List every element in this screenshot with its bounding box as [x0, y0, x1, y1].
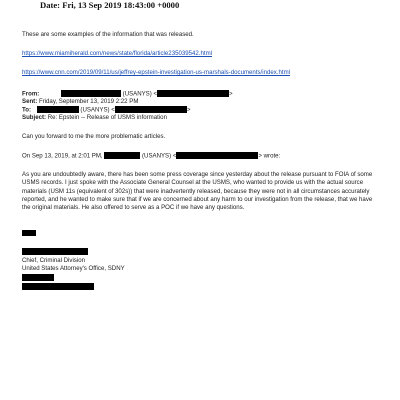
quote-intro-a: On Sep 13, 2019, at 2:01 PM,: [22, 152, 105, 160]
redaction-sig-name: [22, 248, 88, 255]
to-end: >: [186, 106, 191, 114]
redaction-sig-phone1: [22, 274, 54, 281]
subject-line: [22, 114, 378, 122]
to-value: (USANYS) <: [78, 106, 115, 114]
quote-intro: [22, 152, 378, 161]
quoted-body: As you are undoubtedly aware, there has been some press coverage since yesterday about the release pursuant to FOIA of some USMS records. I just spoke with the Associate General Counsel at the USMS, who wanted to provide us with the actual source materials (USM 11s (equivalent of 302s)) that were inadvertently released, because they were not in all circumstances accurately reported, and he wanted to make sure that if we are concerned about any harm to our investigation from the release, that we have the original materials. He also offered to serve as a POC if we have any questions.: [22, 171, 373, 212]
redaction-from-email: [157, 90, 229, 97]
intro-text: These are some examples of the information that was released.: [22, 31, 194, 38]
sig-office: United States Attorney's Office, SDNY: [22, 265, 125, 272]
link-miamiherald-text[interactable]: https://www.miamiherald.com/news/state/florida/article235039542.html: [22, 50, 213, 57]
subject-label: Subject:: [22, 114, 47, 121]
quote-intro-b: (USANYS) <: [140, 152, 177, 160]
redaction-sig-phone2: [22, 283, 94, 290]
redaction-quote-name: [104, 152, 140, 159]
sig-title: Chief, Criminal Division: [22, 257, 85, 264]
link-cnn[interactable]: [22, 69, 378, 77]
date-header: Date: Fri, 13 Sep 2019 18:43:00 +0000: [40, 0, 180, 10]
from-value: (USANYS) <: [120, 90, 158, 98]
redaction-sig-initials: [22, 230, 36, 236]
redaction-from-name: [61, 90, 121, 97]
link-miamiherald[interactable]: [22, 50, 378, 58]
redaction-quote-email: [176, 152, 258, 159]
redaction-to-email: [115, 106, 187, 113]
quote-intro-c: > wrote:: [258, 152, 281, 160]
link-cnn-text[interactable]: https://www.cnn.com/2019/09/11/us/jeffrey-epstein-investigation-us-marshals-documents/index.html: [22, 69, 291, 76]
subject-value: Re: Epstein -- Release of USMS information: [47, 114, 167, 121]
from-end: >: [229, 90, 233, 98]
to-label: To:: [22, 106, 32, 114]
sent-value: Friday, September 13, 2019 2:22 PM: [38, 98, 139, 105]
redaction-to-name: [37, 106, 79, 113]
reply-body: Can you forward to me the more problematic articles.: [22, 133, 166, 140]
sent-label: Sent:: [22, 98, 38, 105]
from-label: From:: [22, 90, 40, 98]
